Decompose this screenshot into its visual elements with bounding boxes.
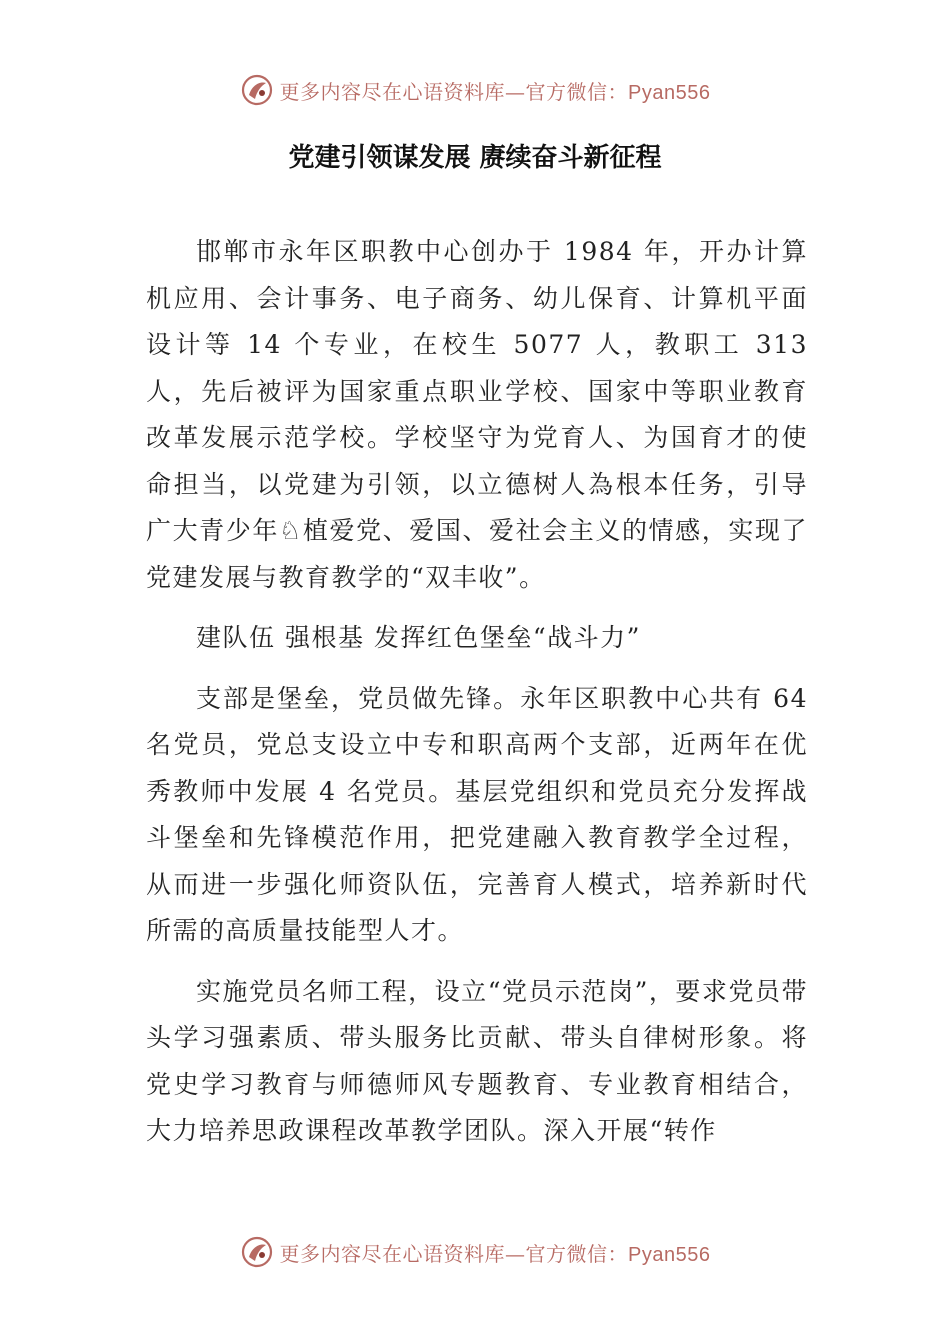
section-heading: 建队伍 强根基 发挥红色堡垒“战斗力” [196,623,641,652]
watermark-text: 更多内容尽在心语资料库—官方微信：Pyan556 [279,79,711,104]
paragraph-program: 实施党员名师工程，设立“党员示范岗”，要求党员带头学习强素质、带头服务比贡献、带头自律树形象。将党史学习教育与师德师风专题教育、专业教育相结合，大力培养思政课程改革教学团队。深入开展“转作 [146,976,808,1145]
paragraph-branch: 支部是堡垒，党员做先锋。永年区职教中心共有 64 名党员，党总支设立中专和职高两个支部，近两年在优秀教师中发展 4 名党员。基层党组织和党员充分发挥战斗堡垒和先锋模范作用，把党建融入教育教学全过程，从而进一步强化师资队伍，完善育人模式，培养新时代所需的高质量技能型人才。 [146,683,808,945]
brand-logo-icon [240,73,274,107]
wechat-handle: Pyan556 [628,81,711,104]
document-body [146,229,808,1169]
wechat-handle: Pyan556 [628,1243,711,1266]
paragraph-intro: 邯郸市永年区职教中心创办于 1984 年，开办计算机应用、会计事务、电子商务、幼儿保育、计算机平面设计等 14 个专业，在校生 5077 人，教职工 313 人，先后被评为国家重点职业学校、国家中等职业教育改革发展示范学校。学校坚守为党育人、为国育才的使命担当，以党建为引领，以立德树人為根本任务，引导广大青少年♘植爱党、爱国、爱社会主义的情感，实现了党建发展与教育教学的“双丰收”。 [146,237,808,592]
header-watermark-banner [0,70,950,110]
footer-watermark-banner [0,1232,950,1272]
document-title: 党建引领谋发展 赓续奋斗新征程 [288,143,662,173]
brand-logo-icon [240,1235,274,1269]
watermark-text: 更多内容尽在心语资料库—官方微信：Pyan556 [279,1241,711,1266]
